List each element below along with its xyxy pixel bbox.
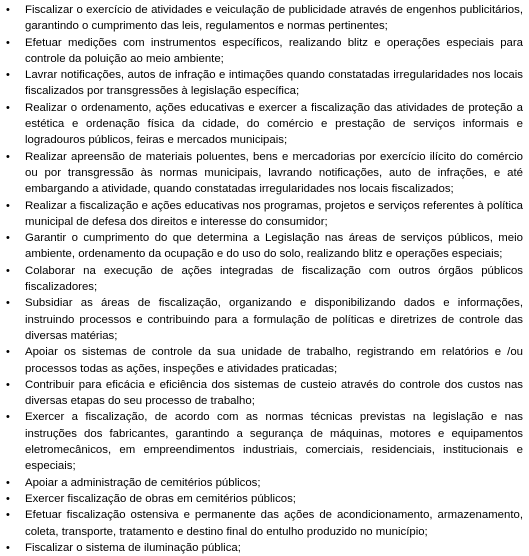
list-item <box>6 67 523 100</box>
list-item <box>6 100 523 149</box>
list-item-text: Fiscalizar o exercício de atividades e veiculação de publicidade através de engenhos publicitários, garantindo o cumprimento das leis, regulamentos e normas pertinentes; <box>25 4 523 33</box>
list-item-text: Efetuar medições com instrumentos específicos, realizando blitz e operações especiais para controle da poluição ao meio ambiente; <box>25 36 523 65</box>
list-item <box>6 540 523 556</box>
bullet-icon: • <box>6 232 10 245</box>
bullet-icon: • <box>6 101 10 114</box>
list-item-text: Fiscalizar o sistema de iluminação pública; <box>25 541 241 554</box>
list-item <box>6 409 523 474</box>
bullet-icon: • <box>6 150 10 163</box>
list-item <box>6 35 523 68</box>
list-item-text: Apoiar a administração de cemitérios públicos; <box>25 476 261 489</box>
bullet-icon: • <box>6 411 10 424</box>
list-item <box>6 230 523 263</box>
bullet-icon: • <box>6 4 10 16</box>
bullet-icon: • <box>6 509 10 522</box>
list-item-text: Realizar o ordenamento, ações educativas e exercer a fiscalização das atividades de proteção a estética e ordenação física da cidade, do comércio e prestação de serviços informais e logradouros públicos, feiras e mercados municipais; <box>25 101 523 147</box>
list-item-text: Realizar apreensão de materiais poluentes, bens e mercadorias por exercício ilícito do comércio ou por transgressão às normas municipais, lavrando notificações, auto de infrações, e até embargando a atividade, quando constatadas irregularidades nos locais fiscalizados; <box>25 150 523 196</box>
duties-bullet-list <box>6 2 523 556</box>
bullet-icon: • <box>6 69 10 82</box>
bullet-icon: • <box>6 492 10 505</box>
bullet-icon: • <box>6 36 10 49</box>
list-item <box>6 507 523 540</box>
list-item <box>6 263 523 296</box>
list-item <box>6 475 523 491</box>
list-item-text: Contribuir para eficácia e eficiência dos sistemas de custeio através do controle dos custos nas diversas etapas do seu processo de trabalho; <box>25 378 523 408</box>
bullet-icon: • <box>6 199 10 212</box>
list-item-text: Exercer fiscalização de obras em cemitérios públicos; <box>25 492 296 505</box>
list-item-text: Colaborar na execução de ações integradas de fiscalização com outros órgãos públicos fiscalizadores; <box>25 264 523 294</box>
list-item-text: Subsidiar as áreas de fiscalização, organizando e disponibilizando dados e informações, instruindo processos e contribuindo para a formulação de políticas e diretrizes de controle das diversas matérias; <box>25 297 523 342</box>
list-item-text: Exercer a fiscalização, de acordo com as normas técnicas previstas na legislação e nas instruções dos fabricantes, garantindo a segurança de máquinas, motores e equipamentos eletromecânicos, em empreendimentos industriais, comerciais, residenciais, institucionais e especiais; <box>25 411 523 473</box>
bullet-icon: • <box>6 346 10 359</box>
bullet-icon: • <box>6 541 10 554</box>
bullet-icon: • <box>6 297 10 310</box>
list-item-text: Efetuar fiscalização ostensiva e permanente das ações de acondicionamento, armazenamento, coleta, transporte, tratamento e destino final do entulho produzido no município; <box>25 509 523 538</box>
list-item <box>6 295 523 344</box>
list-item-text: Lavrar notificações, autos de infração e intimações quando constatadas irregularidades nos locais fiscalizados por transgressões à legislação específica; <box>25 69 523 98</box>
bullet-icon: • <box>6 264 10 277</box>
list-item <box>6 198 523 231</box>
list-item-text: Realizar a fiscalização e ações educativas nos programas, projetos e serviços referentes à política municipal de defesa dos direitos e interesse do consumidor; <box>25 199 523 228</box>
bullet-icon: • <box>6 378 10 391</box>
list-item <box>6 149 523 198</box>
list-item <box>6 491 523 507</box>
list-item-text: Garantir o cumprimento do que determina a Legislação nas áreas de serviços públicos, meio ambiente, ordenamento da ocupação e do uso do solo, realizando blitz e operações especiais; <box>25 232 523 261</box>
list-item <box>6 377 523 410</box>
list-item-text: Apoiar os sistemas de controle da sua unidade de trabalho, registrando em relatórios e /ou processos todas as ações, inspeções e atividades praticadas; <box>25 346 523 375</box>
list-item <box>6 2 523 35</box>
list-item <box>6 344 523 377</box>
bullet-icon: • <box>6 476 10 489</box>
